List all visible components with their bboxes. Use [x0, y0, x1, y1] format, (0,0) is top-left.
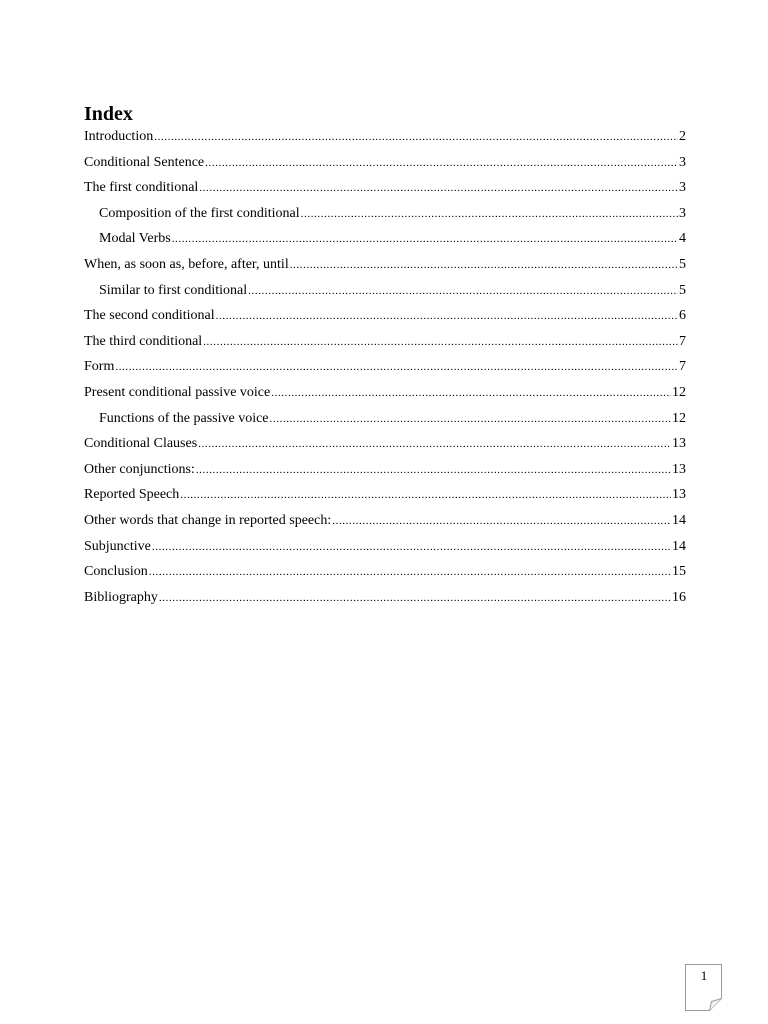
- toc-dot-leader: [196, 458, 671, 484]
- toc-entry[interactable]: [84, 380, 686, 406]
- toc-entry-title: Introduction: [84, 129, 154, 144]
- toc-entry[interactable]: [84, 431, 686, 457]
- toc-dot-leader: [198, 432, 671, 458]
- toc-entry-title: The third conditional: [84, 333, 203, 349]
- toc-entry[interactable]: [84, 150, 686, 176]
- toc-entry-page: 13: [672, 436, 686, 452]
- toc-dot-leader: [271, 381, 671, 407]
- toc-entry[interactable]: [84, 303, 686, 329]
- toc-entry-page: 2: [679, 129, 686, 144]
- toc-dot-leader: [332, 509, 671, 535]
- toc-subentry[interactable]: [84, 201, 686, 227]
- toc-entry-page: 5: [679, 282, 686, 298]
- toc-dot-leader: [290, 253, 678, 279]
- toc-entry-title: Reported Speech: [84, 487, 180, 503]
- toc-entry-title: Conditional Sentence: [84, 154, 205, 170]
- toc-subentry[interactable]: [84, 226, 686, 252]
- toc-subentry[interactable]: [84, 278, 686, 304]
- toc-entry[interactable]: [84, 354, 686, 380]
- toc-entry-title: Present conditional passive voice: [84, 384, 271, 400]
- toc-dot-leader: [172, 227, 678, 253]
- toc-dot-leader: [205, 151, 678, 177]
- toc-entry-page: 13: [672, 487, 686, 503]
- toc-entry-page: 7: [679, 333, 686, 349]
- toc-entry-page: 5: [679, 256, 686, 272]
- toc-dot-leader: [216, 304, 678, 330]
- toc-entry-page: 13: [672, 461, 686, 477]
- toc-entry[interactable]: [84, 124, 686, 150]
- toc-entry-page: 12: [672, 384, 686, 400]
- toc-entry-page: 3: [679, 180, 686, 196]
- toc-entry-title: Subjunctive: [84, 538, 151, 554]
- index-heading: Index: [84, 103, 133, 125]
- toc-entry-title: The first conditional: [84, 180, 199, 196]
- page-number-badge: [685, 964, 721, 1010]
- toc-entry-title: Bibliography: [84, 589, 158, 605]
- toc-entry-title: Conditional Clauses: [84, 436, 198, 452]
- toc-entry-title: Functions of the passive voice: [99, 410, 269, 426]
- table-of-contents: [84, 124, 686, 610]
- toc-dot-leader: [152, 535, 671, 561]
- toc-entry-page: 3: [679, 154, 686, 170]
- toc-dot-leader: [270, 407, 671, 433]
- toc-entry[interactable]: [84, 252, 686, 278]
- toc-entry-page: 3: [679, 205, 686, 221]
- toc-entry-title: Conclusion: [84, 564, 148, 580]
- toc-entry-page: 16: [672, 589, 686, 605]
- toc-entry-title: When, as soon as, before, after, until: [84, 256, 289, 272]
- toc-entry[interactable]: [84, 534, 686, 560]
- toc-entry-page: 15: [672, 564, 686, 580]
- toc-entry[interactable]: [84, 585, 686, 611]
- toc-dot-leader: [301, 202, 678, 228]
- toc-entry-page: 14: [672, 538, 686, 554]
- toc-entry-title: Other words that change in reported speech:: [84, 512, 332, 528]
- toc-entry[interactable]: [84, 457, 686, 483]
- toc-entry-page: 6: [679, 308, 686, 324]
- toc-dot-leader: [154, 125, 678, 151]
- toc-entry-title: Modal Verbs: [99, 231, 171, 247]
- toc-entry[interactable]: [84, 559, 686, 585]
- toc-entry[interactable]: [84, 175, 686, 201]
- toc-dot-leader: [159, 586, 671, 612]
- toc-entry-page: 7: [679, 359, 686, 375]
- toc-dot-leader: [203, 330, 678, 356]
- toc-dot-leader: [115, 355, 678, 381]
- toc-entry-page: 4: [679, 231, 686, 247]
- page-number: 1: [700, 968, 708, 983]
- toc-entry-title: Other conjunctions:: [84, 461, 195, 477]
- toc-dot-leader: [149, 560, 671, 586]
- toc-entry-page: 12: [672, 410, 686, 426]
- toc-entry-page: 14: [672, 512, 686, 528]
- toc-dot-leader: [180, 483, 671, 509]
- toc-entry-title: Similar to first conditional: [99, 282, 248, 298]
- toc-entry[interactable]: [84, 508, 686, 534]
- toc-dot-leader: [199, 176, 678, 202]
- toc-entry-title: Form: [84, 359, 115, 375]
- toc-entry[interactable]: [84, 482, 686, 508]
- toc-entry-title: The second conditional: [84, 308, 215, 324]
- toc-subentry[interactable]: [84, 406, 686, 432]
- toc-entry-title: Composition of the first conditional: [99, 205, 300, 221]
- toc-dot-leader: [248, 279, 678, 305]
- toc-entry[interactable]: [84, 329, 686, 355]
